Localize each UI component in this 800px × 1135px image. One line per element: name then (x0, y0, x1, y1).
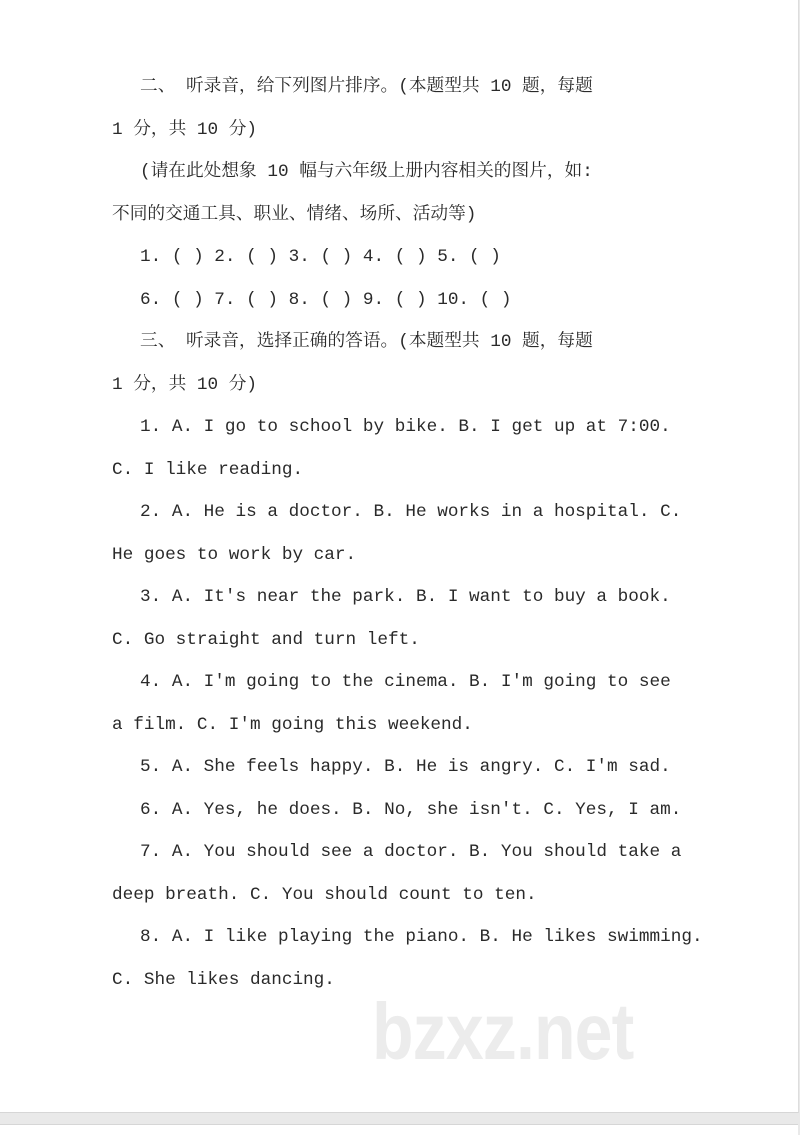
section3-heading: 三、 听录音，选择正确的答语。(本题型共 10 题，每题 (140, 332, 593, 352)
section3-heading-cont: 1 分，共 10 分) (112, 374, 258, 395)
question-line: 8. A. I like playing the piano. B. He likes swimming. (140, 927, 703, 947)
question-line: 6. A. Yes, he does. B. No, she isn't. C. Yes, I am. (140, 799, 682, 820)
section2-note-cont: 不同的交通工具、职业、情绪、场所、活动等) (112, 204, 477, 225)
question-line-cont: deep breath. C. You should count to ten. (112, 884, 537, 905)
section2-heading: 二、 听录音，给下列图片排序。(本题型共 10 题，每题 (140, 77, 593, 97)
question-line: 4. A. I'm going to the cinema. B. I'm going to see (140, 672, 671, 692)
section2-note: (请在此处想象 10 幅与六年级上册内容相关的图片，如: (140, 162, 593, 182)
question-line: 7. A. You should see a doctor. B. You should take a (140, 842, 682, 862)
answer-blanks-row: 1. ( ) 2. ( ) 3. ( ) 4. ( ) 5. ( ) (140, 247, 501, 267)
question-line: 2. A. He is a doctor. B. He works in a hospital. C. (140, 502, 682, 522)
answer-blanks-row: 6. ( ) 7. ( ) 8. ( ) 9. ( ) 10. ( ) (140, 289, 512, 310)
page-content (112, 66, 703, 1001)
question-line: 5. A. She feels happy. B. He is angry. C. I'm sad. (140, 757, 671, 777)
question-line: 1. A. I go to school by bike. B. I get up at 7:00. (140, 417, 671, 437)
watermark: bzxz.net (372, 987, 634, 1076)
next-page-edge (0, 1124, 798, 1135)
question-line-cont: C. She likes dancing. (112, 969, 335, 990)
question-line: 3. A. It's near the park. B. I want to buy a book. (140, 587, 671, 607)
question-line-cont: C. I like reading. (112, 459, 304, 480)
section2-heading-cont: 1 分，共 10 分) (112, 119, 258, 140)
question-line-cont: C. Go straight and turn left. (112, 629, 420, 650)
question-line-cont: He goes to work by car. (112, 544, 357, 565)
question-line-cont: a film. C. I'm going this weekend. (112, 714, 473, 735)
